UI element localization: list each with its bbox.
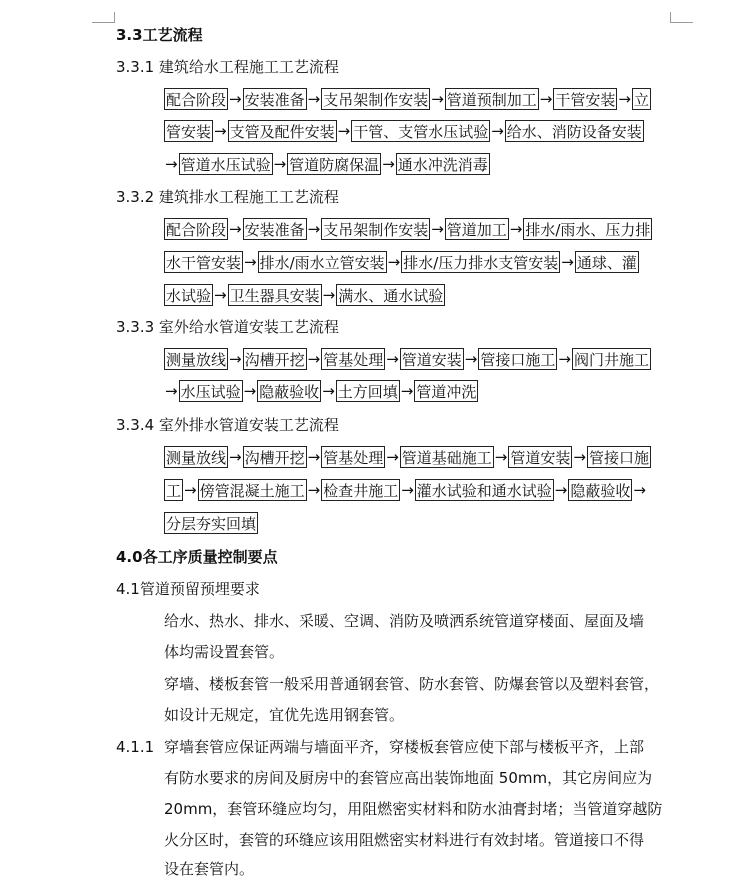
flow-step-box: 管道水压试验 xyxy=(179,153,273,175)
flow-step-box: 管接口施 xyxy=(587,446,651,468)
arrow-right-icon: → xyxy=(322,286,336,304)
arrow-right-icon: → xyxy=(400,382,414,400)
flow-step-box: 沟槽开挖 xyxy=(243,348,307,370)
flow-step-box: 卫生器具安装 xyxy=(228,284,322,306)
flow-step-box: 管基处理 xyxy=(321,446,385,468)
flow-step-box: 干管、支管水压试验 xyxy=(351,120,490,142)
arrow-right-icon: → xyxy=(184,481,197,499)
paragraph-4-1-1-line5: 设在套管内。 xyxy=(164,860,255,878)
flow-332-row1 xyxy=(164,218,652,242)
flow-step-box: 立 xyxy=(632,88,651,110)
arrow-right-icon: → xyxy=(243,382,257,400)
arrow-right-icon: → xyxy=(431,90,444,108)
flow-334-row3 xyxy=(164,512,258,536)
flow-step-box: 土方回填 xyxy=(336,380,400,402)
flow-step-box: 支管及配件安装 xyxy=(228,120,337,142)
paragraph-4-1-line2: 体均需设置套管。 xyxy=(164,643,285,661)
arrow-right-icon: → xyxy=(307,481,321,499)
arrow-right-icon: → xyxy=(539,90,553,108)
flow-step-box: 水试验 xyxy=(164,284,213,306)
heading-4-0: 4.0各工序质量控制要点 xyxy=(116,548,278,566)
flow-step-box: 满水、通水试验 xyxy=(336,284,445,306)
flow-step-box: 测量放线 xyxy=(164,446,228,468)
flow-step-box: 管道防腐保温 xyxy=(287,153,381,175)
flow-step-box: 管道预制加工 xyxy=(445,88,539,110)
flow-step-box: 水压试验 xyxy=(179,380,243,402)
flow-step-box: 配合阶段 xyxy=(164,88,228,110)
arrow-right-icon: → xyxy=(618,90,631,108)
flow-step-box: 傍管混凝土施工 xyxy=(198,479,307,501)
arrow-right-icon: → xyxy=(561,253,574,271)
flow-step-box: 检查井施工 xyxy=(321,479,400,501)
flow-step-box: 排水/雨水立管安装 xyxy=(258,251,387,273)
flow-step-box: 隐蔽验收 xyxy=(257,380,321,402)
arrow-right-icon: → xyxy=(386,350,399,368)
flow-step-box: 灌水试验和通水试验 xyxy=(415,479,554,501)
flow-step-box: 安装准备 xyxy=(243,218,307,240)
heading-4-1: 4.1管道预留预埋要求 xyxy=(116,580,260,598)
arrow-right-icon: → xyxy=(307,448,321,466)
arrow-right-icon: → xyxy=(165,155,178,173)
flow-step-box: 水干管安装 xyxy=(164,251,243,273)
arrow-right-icon: → xyxy=(401,481,414,499)
arrow-right-icon: → xyxy=(229,90,242,108)
paragraph-4-1-line1: 给水、热水、排水、采暖、空调、消防及喷洒系统管道穿楼面、屋面及墙 xyxy=(164,612,645,630)
flow-step-box: 配合阶段 xyxy=(164,218,228,240)
flow-332-row3 xyxy=(164,284,445,308)
arrow-right-icon: → xyxy=(573,448,586,466)
arrow-right-icon: → xyxy=(382,155,395,173)
paragraph-4-1-1-line2: 有防水要求的房间及厨房中的套管应高出装饰地面 50mm，其它房间应为 xyxy=(164,769,653,787)
flow-step-box: 沟槽开挖 xyxy=(243,446,307,468)
flow-step-box: 管道冲洗 xyxy=(414,380,478,402)
flow-step-box: 排水/压力排水支管安装 xyxy=(401,251,560,273)
heading-3-3-4: 3.3.4 室外排水管道安装工艺流程 xyxy=(116,416,339,434)
flow-333-row1 xyxy=(164,348,651,372)
arrow-right-icon: → xyxy=(337,122,351,140)
crop-mark-top-left xyxy=(92,12,115,23)
flow-step-box: 安装准备 xyxy=(243,88,307,110)
arrow-right-icon: → xyxy=(307,220,321,238)
heading-3-3-1: 3.3.1 建筑给水工程施工工艺流程 xyxy=(116,58,339,76)
flow-step-box: 工 xyxy=(164,479,183,501)
label-4-1-1: 4.1.1 xyxy=(116,738,155,756)
flow-step-box: 管道加工 xyxy=(445,218,509,240)
flow-step-box: 支吊架制作安装 xyxy=(321,218,430,240)
arrow-right-icon: → xyxy=(229,448,242,466)
flow-step-box: 管基处理 xyxy=(321,348,385,370)
arrow-right-icon: → xyxy=(307,350,321,368)
flow-step-box: 阀门井施工 xyxy=(572,348,651,370)
flow-step-box: 管道基础施工 xyxy=(400,446,494,468)
flow-step-box: 管接口施工 xyxy=(478,348,557,370)
flow-step-box: 给水、消防设备安装 xyxy=(505,120,644,142)
flow-step-box: 管道安装 xyxy=(508,446,572,468)
paragraph-4-1-1-line1: 穿墙套管应保证两端与墙面平齐，穿楼板套管应使下部与楼板平齐，上部 xyxy=(164,738,645,756)
flow-step-box: 干管安装 xyxy=(553,88,617,110)
arrow-right-icon: → xyxy=(633,481,646,499)
flow-333-row2 xyxy=(164,380,478,404)
flow-331-row3 xyxy=(164,153,490,177)
arrow-right-icon: → xyxy=(431,220,444,238)
heading-3-3-3: 3.3.3 室外给水管道安装工艺流程 xyxy=(116,318,339,336)
arrow-right-icon: → xyxy=(214,122,227,140)
flow-331-row2 xyxy=(164,120,644,144)
crop-mark-top-right xyxy=(670,12,693,23)
paragraph-4-1-1-line3: 20mm，套管环缝应均匀，用阻燃密实材料和防水油膏封堵；当管道穿越防 xyxy=(164,800,663,818)
arrow-right-icon: → xyxy=(165,382,178,400)
paragraph-4-1-1-line4: 火分区时，套管的环缝应该用阻燃密实材料进行有效封堵。管道接口不得 xyxy=(164,831,645,849)
arrow-right-icon: → xyxy=(491,122,504,140)
flow-step-box: 排水/雨水、压力排 xyxy=(523,218,652,240)
arrow-right-icon: → xyxy=(558,350,571,368)
flow-step-box: 通球、灌 xyxy=(575,251,639,273)
flow-step-box: 管道安装 xyxy=(400,348,464,370)
arrow-right-icon: → xyxy=(322,382,335,400)
flow-step-box: 隐蔽验收 xyxy=(568,479,632,501)
flow-334-row1 xyxy=(164,446,651,470)
arrow-right-icon: → xyxy=(509,220,523,238)
arrow-right-icon: → xyxy=(214,286,227,304)
heading-3-3: 3.3工艺流程 xyxy=(116,26,203,44)
flow-step-box: 分层夯实回填 xyxy=(164,512,258,534)
paragraph-4-1-line4: 如设计无规定，宜优先选用钢套管。 xyxy=(164,706,405,724)
arrow-right-icon: → xyxy=(494,448,508,466)
flow-step-box: 支吊架制作安装 xyxy=(321,88,430,110)
arrow-right-icon: → xyxy=(387,253,401,271)
arrow-right-icon: → xyxy=(229,220,242,238)
flow-332-row2 xyxy=(164,251,639,275)
flow-step-box: 通水冲洗消毒 xyxy=(396,153,490,175)
heading-3-3-2: 3.3.2 建筑排水工程施工工艺流程 xyxy=(116,188,339,206)
arrow-right-icon: → xyxy=(386,448,399,466)
arrow-right-icon: → xyxy=(273,155,287,173)
paragraph-4-1-line3: 穿墙、楼板套管一般采用普通钢套管、防水套管、防爆套管以及塑料套管， xyxy=(164,675,660,693)
flow-331-row1 xyxy=(164,88,651,112)
arrow-right-icon: → xyxy=(554,481,568,499)
flow-334-row2 xyxy=(164,479,647,503)
arrow-right-icon: → xyxy=(244,253,257,271)
arrow-right-icon: → xyxy=(464,350,478,368)
arrow-right-icon: → xyxy=(307,90,321,108)
arrow-right-icon: → xyxy=(229,350,242,368)
flow-step-box: 管安装 xyxy=(164,120,213,142)
flow-step-box: 测量放线 xyxy=(164,348,228,370)
